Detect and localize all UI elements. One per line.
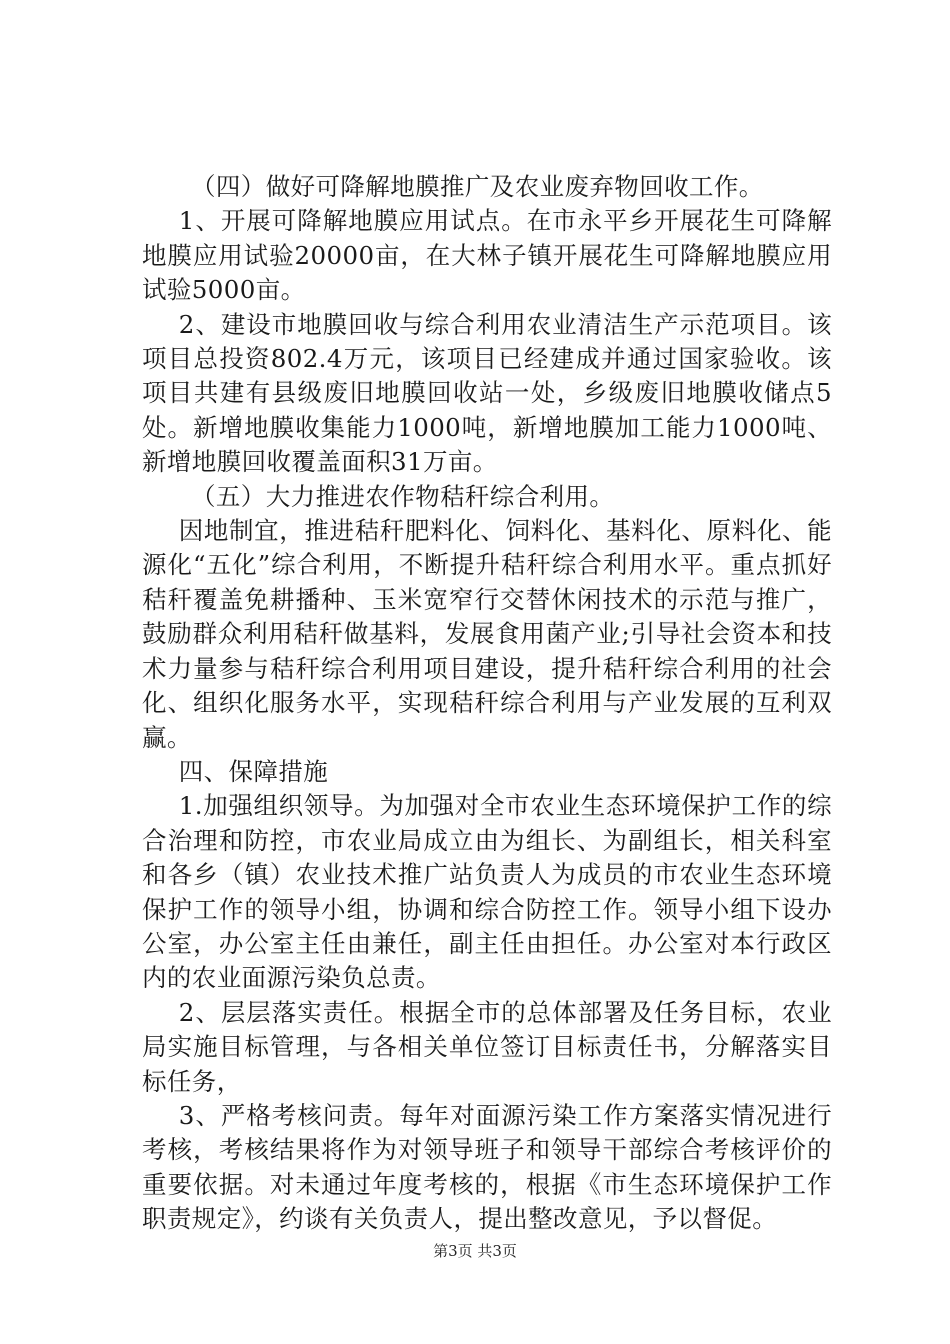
paragraph-straw-utilization: 因地制宜，推进秸秆肥料化、饲料化、基料化、原料化、能源化“五化”综合利用，不断提升秸秆综合利用水平。重点抓好秸秆覆盖免耕播种、玉米宽窄行交替休闲技术的示范与推广，鼓励群众利用秸秆做基料，发展食用菌产业;引导社会资本和技术力量参与秸秆综合利用项目建设，提升秸秆综合利用的社会化、组织化服务水平，实现秸秆综合利用与产业发展的互利双赢。 (142, 516, 832, 752)
page-footer: 第3页 共3页 (433, 1242, 517, 1260)
paragraph-organization: 1.加强组织领导。为加强对全市农业生态环境保护工作的综合治理和防控，市农业局成立由为组长、为副组长，相关科室和各乡（镇）农业技术推广站负责人为成员的市农业生态环境保护工作的领导小组，协调和综合防控工作。领导小组下设办公室，办公室主任由兼任，副主任由担任。办公室对本行政区内的农业面源污染负总责。 (142, 791, 832, 993)
paragraph-item-2: 2、建设市地膜回收与综合利用农业清洁生产示范项目。该项目总投资802.4万元，该项目已经建成并通过国家验收。该项目共建有县级废旧地膜回收站一处，乡级废旧地膜收储点5处。新增地膜收集能力1000吨，新增地膜加工能力1000吨、新增地膜回收覆盖面积31万亩。 (142, 309, 832, 477)
paragraph-item-1: 1、开展可降解地膜应用试点。在市永平乡开展花生可降解地膜应用试验20000亩，在大林子镇开展花生可降解地膜应用试验5000亩。 (142, 206, 832, 305)
document-body (142, 170, 832, 1237)
paragraph-accountability: 3、严格考核问责。每年对面源污染工作方案落实情况进行考核，考核结果将作为对领导班子和领导干部综合考核评价的重要依据。对未通过年度考核的，根据《市生态环境保护工作职责规定》，约谈有关负责人，提出整改意见，予以督促。 (142, 1100, 832, 1234)
paragraph-responsibility: 2、层层落实责任。根据全市的总体部署及任务目标，农业局实施目标管理，与各相关单位签订目标责任书，分解落实目标任务， (142, 997, 832, 1096)
section-heading-four: （四）做好可降解地膜推广及农业废弃物回收工作。 (191, 172, 764, 201)
section-heading-five: （五）大力推进农作物秸秆综合利用。 (191, 481, 615, 511)
section-heading-safeguards: 四、保障措施 (178, 756, 329, 786)
